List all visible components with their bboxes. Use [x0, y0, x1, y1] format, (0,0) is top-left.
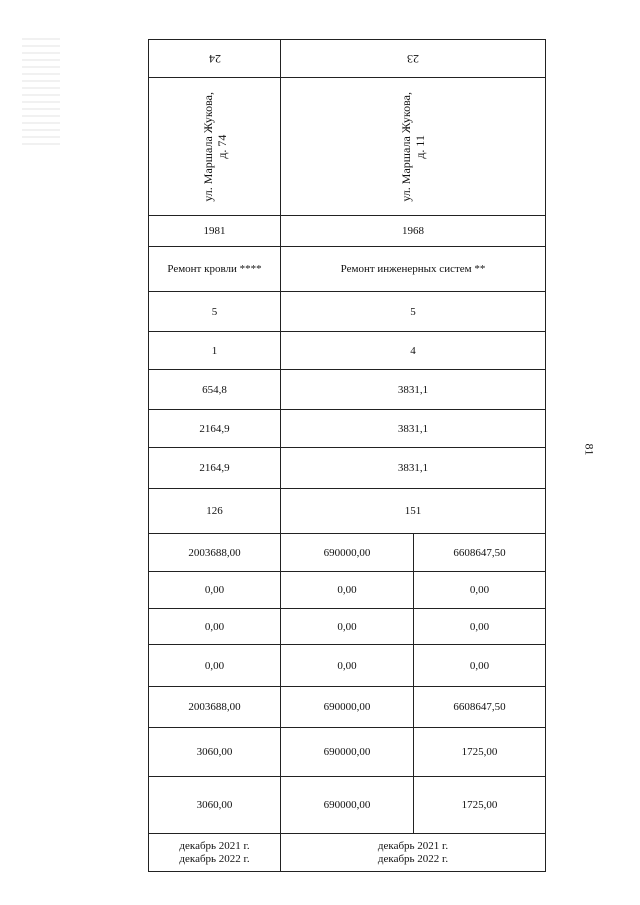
fund-a-row [149, 572, 546, 609]
area3-right: 3831,1 [281, 448, 546, 489]
dates-left: декабрь 2021 г. декабрь 2022 г. [149, 834, 281, 872]
fund-b-right: 0,00 [414, 609, 546, 645]
cost-total-mid: 690000,00 [281, 534, 414, 572]
fund-b-left: 0,00 [149, 609, 281, 645]
address-right: ул. Маршала Жукова, д. 11 [281, 78, 546, 216]
area2-right: 3831,1 [281, 410, 546, 448]
area1-row [149, 370, 546, 410]
address-row [149, 78, 546, 216]
residents-row [149, 489, 546, 534]
fund-owner-right: 6608647,50 [414, 687, 546, 728]
year-left: 1981 [149, 216, 281, 247]
fund-a-right: 0,00 [414, 572, 546, 609]
fund-a-mid: 0,00 [281, 572, 414, 609]
fund-owner-mid: 690000,00 [281, 687, 414, 728]
unit-limit-row [149, 777, 546, 834]
floors-right: 5 [281, 292, 546, 332]
fund-c-row [149, 645, 546, 687]
cost-total-right: 6608647,50 [414, 534, 546, 572]
fund-owner-row [149, 687, 546, 728]
year-row [149, 216, 546, 247]
entrances-right: 4 [281, 332, 546, 370]
work-type-right: Ремонт инженерных систем ** [281, 247, 546, 292]
area2-row [149, 410, 546, 448]
scan-artifact [22, 38, 60, 148]
dates-row [149, 834, 546, 872]
fund-c-mid: 0,00 [281, 645, 414, 687]
column-number-right: 23 [281, 40, 546, 78]
unit-cost-right: 1725,00 [414, 728, 546, 777]
page-number: 81 [582, 443, 597, 456]
unit-cost-left: 3060,00 [149, 728, 281, 777]
area3-row [149, 448, 546, 489]
area2-left: 2164,9 [149, 410, 281, 448]
fund-c-right: 0,00 [414, 645, 546, 687]
entrances-left: 1 [149, 332, 281, 370]
unit-limit-right: 1725,00 [414, 777, 546, 834]
fund-owner-left: 2003688,00 [149, 687, 281, 728]
cost-total-row [149, 534, 546, 572]
year-right: 1968 [281, 216, 546, 247]
header-row [149, 40, 546, 78]
fund-b-row [149, 609, 546, 645]
entrances-row [149, 332, 546, 370]
residents-left: 126 [149, 489, 281, 534]
floors-row [149, 292, 546, 332]
dates-right: декабрь 2021 г. декабрь 2022 г. [281, 834, 546, 872]
fund-c-left: 0,00 [149, 645, 281, 687]
unit-limit-left: 3060,00 [149, 777, 281, 834]
unit-cost-mid: 690000,00 [281, 728, 414, 777]
cost-total-left: 2003688,00 [149, 534, 281, 572]
column-number-left: 24 [149, 40, 281, 78]
unit-cost-row [149, 728, 546, 777]
data-table [148, 39, 546, 872]
unit-limit-mid: 690000,00 [281, 777, 414, 834]
fund-b-mid: 0,00 [281, 609, 414, 645]
work-type-left: Ремонт кровли **** [149, 247, 281, 292]
residents-right: 151 [281, 489, 546, 534]
area1-left: 654,8 [149, 370, 281, 410]
area3-left: 2164,9 [149, 448, 281, 489]
area1-right: 3831,1 [281, 370, 546, 410]
floors-left: 5 [149, 292, 281, 332]
address-left: ул. Маршала Жукова, д. 74 [149, 78, 281, 216]
fund-a-left: 0,00 [149, 572, 281, 609]
work-type-row [149, 247, 546, 292]
